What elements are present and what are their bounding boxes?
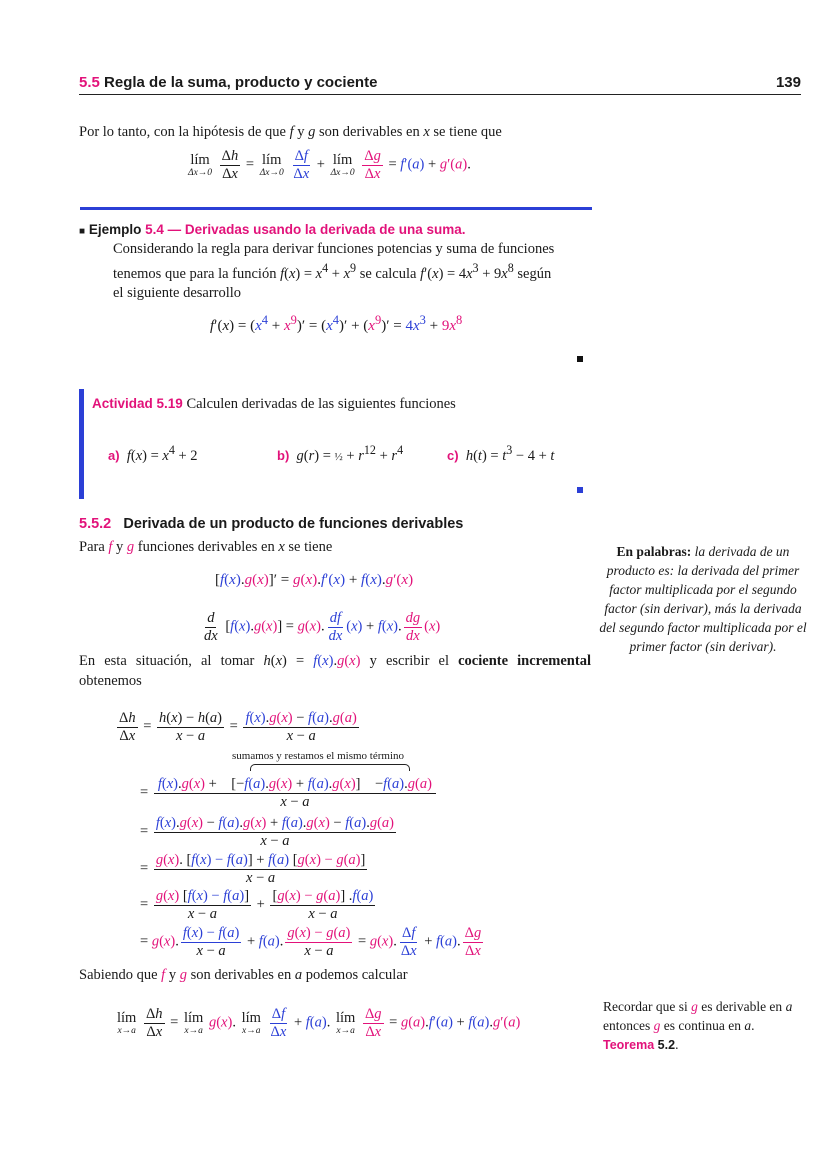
example-end-mark [577,356,583,362]
section-title: Regla de la suma, producto y cociente [104,74,378,91]
example-heading: ■ Ejemplo 5.4 — Derivadas usando la derivada de una suma. [79,222,466,237]
sidenote-recall: Recordar que si g es derivable en a entonces g es continua en a. Teorema 5.2. [603,999,793,1052]
product-rule-eq1: [f(x).g(x)]′ = g(x).f′(x) + f(x).g′(x) [215,572,414,588]
product-rule-eq2: $\frac{d}{dx}$ [f(x).g(x)] = g(x). $\frac{df}{dx}$ (x) + f(x). $\frac{dg}{dx}$ (x) [204,610,441,644]
page-number: 139 [775,74,801,91]
overbrace-label: sumamos y restamos el mismo término [232,750,405,762]
subsection-heading: 5.5.2 Derivada de un producto de funciones derivables [79,516,464,532]
derivation-line5: = $\frac{g(x) [f(x) - f(a)]}{x - a}$ + $\frac{[g(x) - g(a)] .f(a)}{x - a}$ [140,888,374,922]
closing-text: Sabiendo que f y g son derivables en a podemos calcular [79,967,408,983]
activity-item-c: c) $h(t) = t^3 - 4 + t$ [447,443,555,464]
theorem-link[interactable]: Teorema 5.2 [603,1038,676,1052]
derivation-line2: = $\frac{f(x).g(x) + [-f(a).g(x) + f(a).g(x)] -f(a).g(a)}{x - a}$ [140,776,438,810]
derivation-line3: = $\frac{f(x).g(x) - f(a).g(x) + f(a).g(x) - f(a).g(a)}{x - a}$ [140,815,394,849]
subsection-intro: Para f y g funciones derivables en x se tiene [79,539,333,555]
example-equation: $f'(x) = (x^4 + x^9)' = (x^4)' + (x^9)' = 4x^3 + 9x^8$ [210,313,463,334]
derivation-line6: = g(x). $\frac{f(x) - f(a)}{x - a}$ + f(a). $\frac{g(x) - g(a)}{x - a}$ = g(x). $\frac{\Delta f}{\Delta x}$ + f(a). $\frac{\Delta g}{\Delta x}$ [140,925,482,959]
incremental-paragraph: En esta situación, al tomar h(x) = f(x).g(x) y escribir el cociente incremental obtenemos [79,653,591,689]
example-divider [80,207,592,210]
example-body: Considerando la regla para derivar funciones potencias y suma de funciones tenemos que para la función $f(x) = x^4 + x^9$ se calcula $f'(x) = 4x^3 + 9x^8$ según el siguiente desarrollo [113,241,555,301]
activity-item-b: b) g(r) = ½ + $r^{12} + r^4$ [277,443,404,464]
overbrace [250,764,410,771]
intro-equation: lím Δx→0 $\frac{\Delta h}{\Delta x}$ = lím Δx→0 $\frac{\Delta f}{\Delta x}$ + lím Δx→0 $\frac{\Delta g}{\Delta x}$ = f′(a) + g′(a). [188,148,471,182]
activity-item-a: a) $f(x) = x^4 + 2$ [108,443,198,464]
derivation-line4: = $\frac{g(x). [f(x) - f(a)] + f(a) [g(x) - g(a)]}{x - a}$ [140,852,366,886]
activity-end-mark [577,487,583,493]
activity-heading: Actividad 5.19 Calculen derivadas de las siguientes funciones [92,396,456,412]
sidenote-in-words: En palabras: la derivada de un producto es: la derivada del primer factor multiplicada por el segundo factor (sin derivar), más la derivada del segundo factor multiplicada por el primer factor (sin derivar). [599,544,807,654]
derivation-line1: $\frac{\Delta h}{\Delta x}$ = $\frac{h(x) - h(a)}{x - a}$ = $\frac{f(x).g(x) - f(a).g(a)}{x - a}$ [119,710,357,744]
section-number: 5.5 [79,74,100,91]
page-header [79,74,801,95]
activity-bar [79,389,84,499]
final-equation: lím x→a $\frac{\Delta h}{\Delta x}$ = lím x→a g(x). lím x→a $\frac{\Delta f}{\Delta x}$ + f(a). lím x→a $\frac{\Delta g}{\Delta x}$ = g(a).f′(a) + f(a).g′(a) [117,1006,521,1040]
intro-text: Por lo tanto, con la hipótesis de que f y g son derivables en x se tiene que [79,124,502,140]
